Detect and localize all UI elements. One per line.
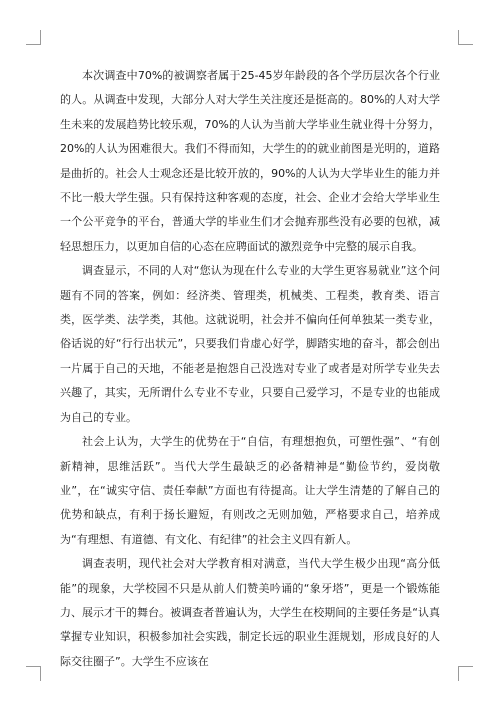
paragraph-majors-employment: 调查显示，不同的人对“您认为现在什么专业的大学生更容易就业”这个问题有不同的答案，例如：经济类、管理类，机械类、工程类，教育类、语言类，医学类、法学类，其他。这就说明，社会并不偏向任何单独某一类专业，俗话说的好“行行出状元”，只要我们肯虚心好学，脚踏实地的奋斗，都会创出一片属于自己的天地，不能老是抱怨自己没选对专业了或者是对所学专业失去兴趣了，其实，无所谓什么专业不专业，只要自己爱学习，不是专业的也能成为自己的专业。 (60, 264, 440, 424)
document-body (60, 64, 440, 674)
crop-mark-bottom-left (26, 666, 41, 681)
crop-mark-top-left (26, 30, 41, 45)
crop-mark-bottom-right (458, 666, 473, 681)
crop-mark-top-right (458, 30, 473, 45)
paragraph-student-strengths: 社会上认为，大学生的优势在于“自信，有理想抱负，可塑性强”、“有创新精神，思维活跃”。当代大学生最缺乏的必备精神是“勤俭节约，爱岗敬业”，在“诚实守信、责任奉献”方面也有待提高。让大学生清楚的了解自己的优势和缺点，有利于扬长避短，有则改之无则加勉，严格要求自己，培养成为“有理想、有道德、有文化、有纪律”的社会主义四有新人。 (60, 435, 440, 546)
paragraph-education-satisfaction: 调查表明，现代社会对大学教育相对满意，当代大学生极少出现“高分低能”的现象，大学校园不只是从前人们赞美吟诵的“象牙塔”，更是一个锻炼能力、展示才干的舞台。被调查者普遍认为，大学生在校期间的主要任务是“认真掌握专业知识，积极参加社会实践，制定长远的职业生涯规划，形成良好的人际交往圈子”。大学生不应该在 (60, 557, 440, 668)
paragraph-survey-age-groups: 本次调查中70%的被调察者属于25-45岁年龄段的各个学历层次各个行业的人。从调查中发现，大部分人对大学生关注度还是挺高的。80%的人对大学生未来的发展趋势比较乐观，70%的人认为当前大学毕业生就业得十分努力，20%的人认为困难很大。我们不得而知，大学生的的就业前图是光明的，道路是曲折的。社会人士观念还是比较开放的，90%的人认为大学毕业生的能力并不比一般大学生强。只有保持这种客观的态度，社会、企业才会给大学毕业生一个公平竞争的平台，普通大学的毕业生们才会抛弃那些没有必要的包袱，减轻思想压力，以更加自信的心态在应聘面试的激烈竞争中完整的展示自我。 (60, 69, 440, 253)
